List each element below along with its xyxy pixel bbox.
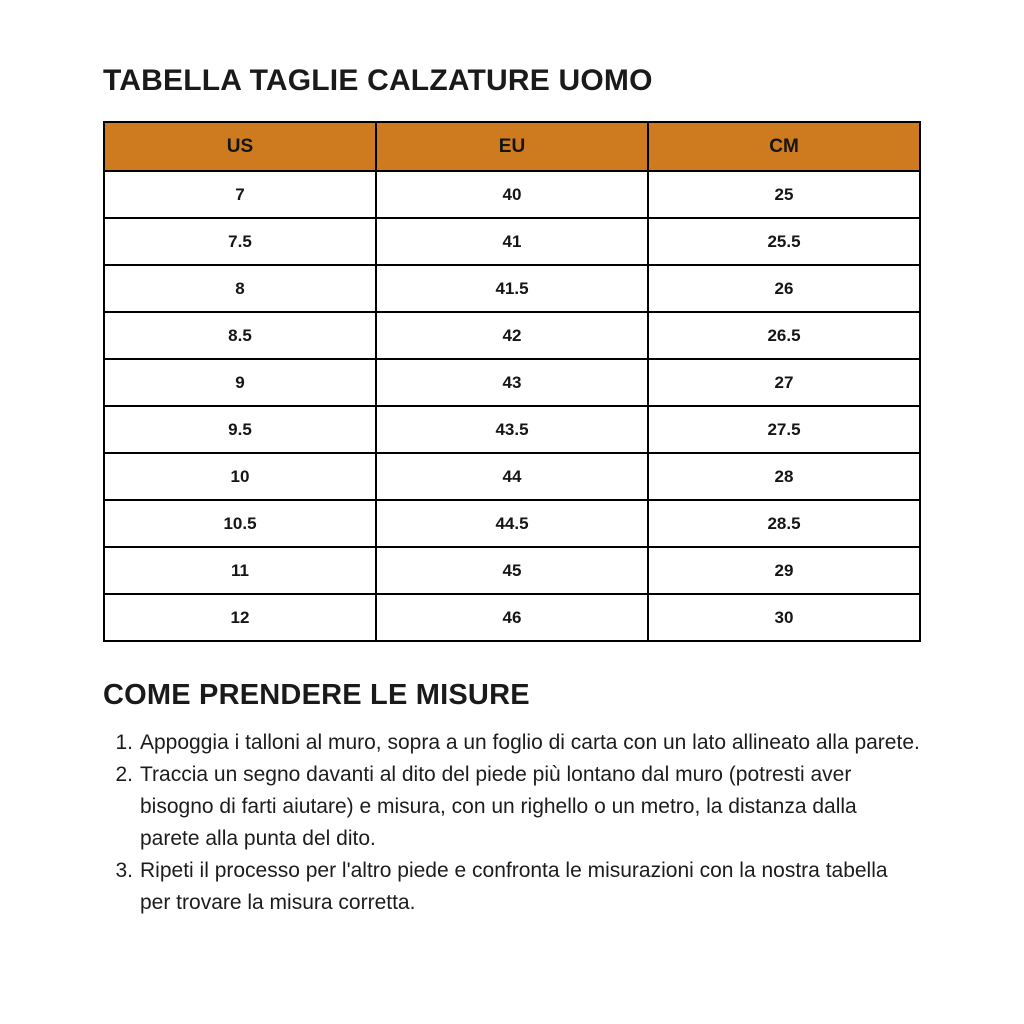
- size-table: [103, 121, 921, 642]
- column-header-eu: EU: [376, 122, 648, 171]
- cell-cm: 30: [648, 594, 920, 641]
- table-row: [104, 500, 920, 547]
- size-table-body: [104, 171, 920, 641]
- cell-us: 7: [104, 171, 376, 218]
- cell-eu: 43.5: [376, 406, 648, 453]
- table-row: [104, 171, 920, 218]
- cell-eu: 40: [376, 171, 648, 218]
- instruction-step: [103, 727, 921, 759]
- column-header-cm: CM: [648, 122, 920, 171]
- cell-us: 8: [104, 265, 376, 312]
- step-number: 3.: [115, 859, 133, 882]
- table-row: [104, 218, 920, 265]
- cell-us: 9: [104, 359, 376, 406]
- cell-cm: 27.5: [648, 406, 920, 453]
- cell-eu: 44.5: [376, 500, 648, 547]
- cell-eu: 43: [376, 359, 648, 406]
- cell-eu: 44: [376, 453, 648, 500]
- step-text: Ripeti il processo per l'altro piede e confronta le misurazioni con la nostra tabella per trovare la misura corretta.: [140, 859, 888, 914]
- step-number: 2.: [115, 763, 133, 786]
- cell-cm: 25: [648, 171, 920, 218]
- table-row: [104, 359, 920, 406]
- table-row: [104, 547, 920, 594]
- cell-cm: 26: [648, 265, 920, 312]
- column-header-us: US: [104, 122, 376, 171]
- cell-us: 11: [104, 547, 376, 594]
- table-row: [104, 265, 920, 312]
- step-text: Appoggia i talloni al muro, sopra a un foglio di carta con un lato allineato alla parete.: [140, 731, 920, 754]
- cell-us: 8.5: [104, 312, 376, 359]
- cell-cm: 27: [648, 359, 920, 406]
- instruction-step: [103, 855, 921, 919]
- cell-us: 10.5: [104, 500, 376, 547]
- cell-cm: 29: [648, 547, 920, 594]
- cell-us: 10: [104, 453, 376, 500]
- size-table-header: [104, 122, 920, 171]
- table-row: [104, 406, 920, 453]
- table-row: [104, 453, 920, 500]
- cell-eu: 45: [376, 547, 648, 594]
- table-row: [104, 312, 920, 359]
- table-row: [104, 594, 920, 641]
- step-number: 1.: [115, 731, 133, 754]
- cell-eu: 42: [376, 312, 648, 359]
- cell-us: 7.5: [104, 218, 376, 265]
- instruction-step: [103, 759, 921, 855]
- section-title: COME PRENDERE LE MISURE: [103, 679, 530, 711]
- cell-cm: 28: [648, 453, 920, 500]
- cell-eu: 46: [376, 594, 648, 641]
- cell-us: 12: [104, 594, 376, 641]
- cell-cm: 25.5: [648, 218, 920, 265]
- page-title: TABELLA TAGLIE CALZATURE UOMO: [103, 64, 653, 97]
- step-text: Traccia un segno davanti al dito del piede più lontano dal muro (potresti aver bisogno di farti aiutare) e misura, con un righello o un metro, la distanza dalla parete alla punta del dito.: [140, 763, 857, 850]
- cell-cm: 26.5: [648, 312, 920, 359]
- cell-cm: 28.5: [648, 500, 920, 547]
- cell-eu: 41.5: [376, 265, 648, 312]
- size-table-header-row: [104, 122, 920, 171]
- cell-eu: 41: [376, 218, 648, 265]
- cell-us: 9.5: [104, 406, 376, 453]
- measure-instructions: [103, 727, 921, 919]
